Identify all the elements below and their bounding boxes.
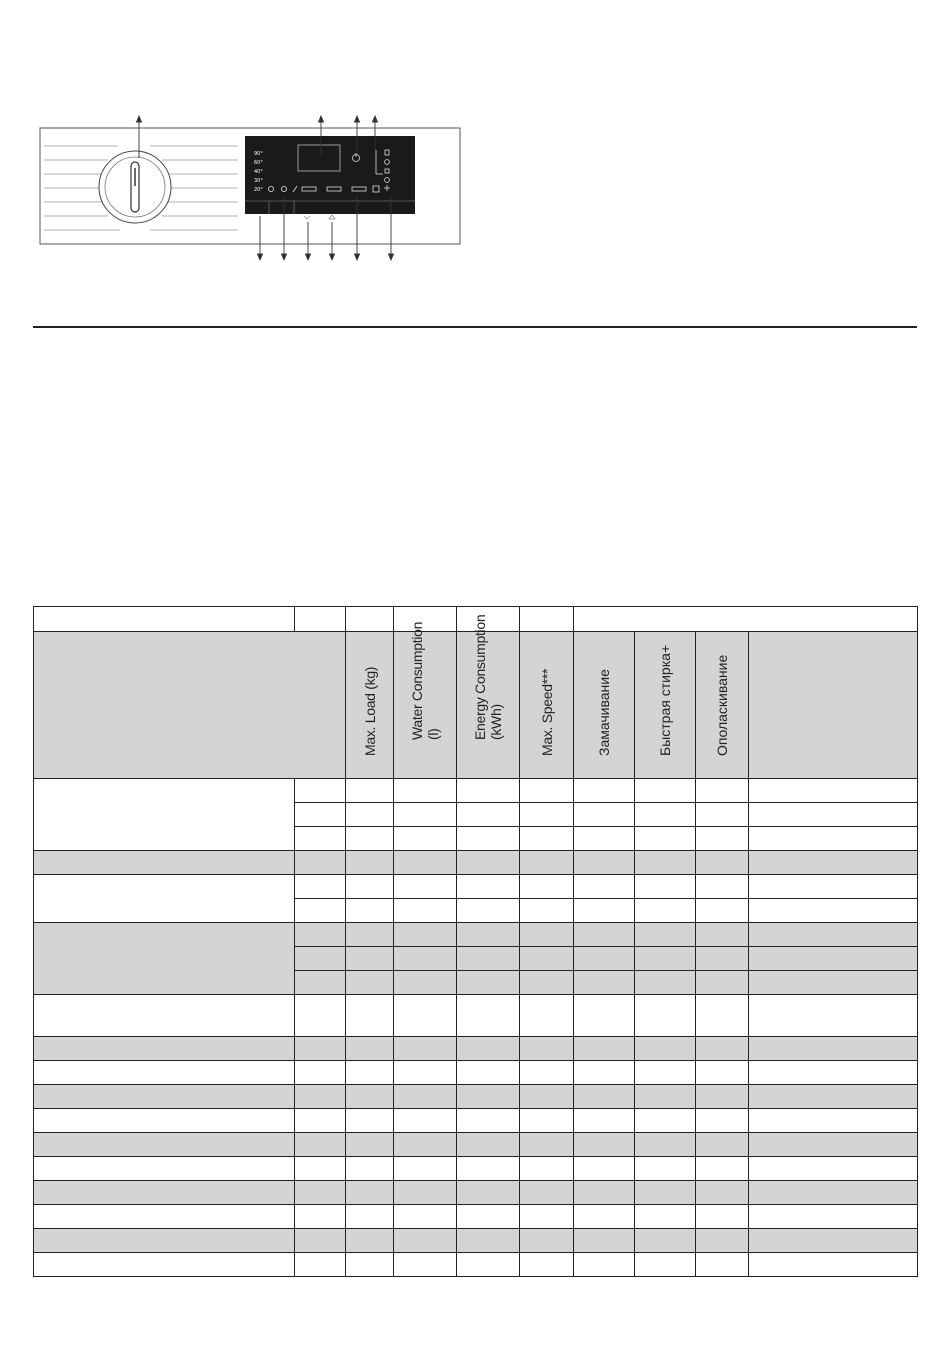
section-divider <box>33 326 917 328</box>
temp-label-1: 90° <box>254 151 263 157</box>
table-row <box>34 1037 918 1061</box>
table-header-row <box>34 632 918 779</box>
header-energy-line2: (kWh) <box>488 704 504 740</box>
temp-label-2: 60° <box>254 160 263 166</box>
header-quick-wash-label: Быстрая стирка+ <box>657 644 673 756</box>
header-rinse <box>696 632 749 779</box>
header-water-line2: (l) <box>425 728 441 740</box>
header-energy-consumption <box>457 614 520 779</box>
header-max-speed <box>520 632 574 779</box>
table-row <box>34 923 918 947</box>
table-row <box>34 1253 918 1277</box>
temp-label-4: 30° <box>254 178 263 184</box>
header-quick-wash <box>635 632 696 779</box>
programme-table <box>33 606 918 1277</box>
table-row <box>34 1229 918 1253</box>
header-water-line1: Water Consumption <box>409 621 425 740</box>
table-row <box>34 875 918 899</box>
header-soak-label: Замачивание <box>596 669 612 756</box>
table-row <box>34 1109 918 1133</box>
header-max-speed-label: Max. Speed*** <box>538 668 555 756</box>
table-row <box>34 1181 918 1205</box>
table-row <box>34 851 918 875</box>
control-panel-illustration <box>0 0 950 300</box>
temp-label-5: 20° <box>254 187 263 193</box>
table-row <box>34 1205 918 1229</box>
header-last-cell <box>749 632 918 779</box>
header-programme-cell <box>34 632 346 779</box>
header-water-consumption <box>394 621 457 779</box>
header-max-load <box>346 632 394 779</box>
table-row <box>34 779 918 803</box>
display-panel <box>245 136 415 214</box>
table-row <box>34 1085 918 1109</box>
header-soak <box>574 632 635 779</box>
header-max-load-label: Max. Load (kg) <box>361 666 378 756</box>
header-energy-line1: Energy Consumption <box>472 614 488 740</box>
temp-label-3: 40° <box>254 169 263 175</box>
header-rinse-label: Ополаскивание <box>714 654 730 756</box>
table-row <box>34 1133 918 1157</box>
table-row <box>34 995 918 1037</box>
table-row <box>34 1061 918 1085</box>
program-dial <box>99 151 171 223</box>
table-row <box>34 1157 918 1181</box>
